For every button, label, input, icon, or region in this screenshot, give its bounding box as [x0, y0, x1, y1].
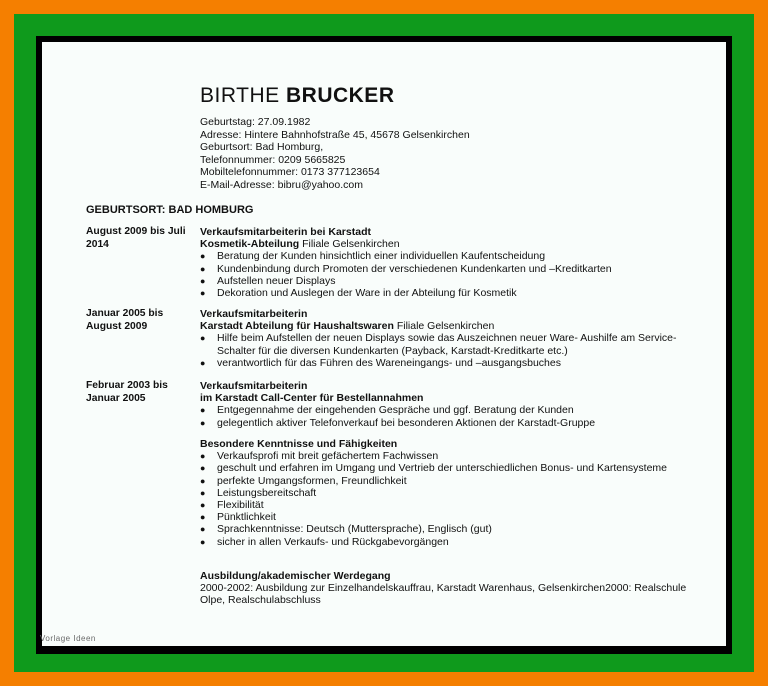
skills-list — [200, 450, 700, 548]
skills-heading: Besondere Kenntnisse und Fähigkeiten — [200, 438, 398, 450]
job-title: Verkaufsmitarbeiterin bei Karstadt — [200, 226, 371, 238]
last-name: BRUCKER — [285, 84, 395, 107]
job-details — [200, 380, 700, 429]
job-date: Februar 2003 bis Januar 2005 — [86, 380, 168, 404]
list-item: ● geschult und erfahren im Umgang und Vertrieb der unterschiedlichen Bonus- und Kartensysteme — [200, 462, 700, 474]
list-item: ● Entgegennahme der eingehenden Gespräche und ggf. Beratung der Kunden — [200, 404, 700, 416]
birthday-line: Geburtstag: 27.09.1982 — [200, 116, 311, 128]
email-line: E-Mail-Adresse: bibru@yahoo.com — [200, 178, 363, 191]
education-text: 2000-2002: Ausbildung zur Einzelhandelskauffrau, Karstadt Warenhaus, Gelsenkirchen2000: Realschule Olpe, Realschulabschluss — [200, 582, 687, 607]
first-name: BIRTHE — [200, 84, 280, 107]
job-details — [200, 226, 700, 299]
list-item: ● Flexibilität — [200, 499, 700, 511]
job-branch: Filiale Gelsenkirchen — [393, 320, 495, 333]
education-heading: Ausbildung/akademischer Werdegang — [200, 570, 391, 582]
watermark-text: Vorlage Ideen — [40, 634, 96, 643]
job-subtitle — [200, 238, 700, 250]
list-item: ● Aufstellen neuer Displays — [200, 275, 700, 287]
list-item: ● Kundenbindung durch Promoten der verschiedenen Kundenkarten und –Kreditkarten — [200, 263, 700, 275]
applicant-name — [200, 84, 394, 108]
list-item: ● Leistungsbereitschaft — [200, 487, 700, 499]
list-item: ● verantwortlich für das Führen des Wareneingangs- und –ausgangsbuches — [200, 357, 700, 369]
section-heading: GEBURTSORT: BAD HOMBURG — [86, 204, 254, 216]
job-tasks — [200, 250, 700, 299]
list-item: ● Sprachkenntnisse: Deutsch (Muttersprache), Englisch (gut) — [200, 523, 700, 535]
list-item: ● Dekoration und Auslegen der Ware in der Abteilung für Kosmetik — [200, 287, 700, 299]
phone-line: Telefonnummer: 0209 5665825 — [200, 153, 346, 166]
resume-page — [42, 42, 726, 646]
job-title: Verkaufsmitarbeiterin — [200, 308, 308, 320]
job-department: Karstadt Abteilung für Haushaltswaren — [200, 320, 394, 333]
birthplace-line: Geburtsort: Bad Homburg, — [200, 141, 324, 154]
job-date: Januar 2005 bis August 2009 — [86, 308, 164, 332]
skills-details — [200, 438, 700, 548]
list-item: ● gelegentlich aktiver Telefonverkauf bei besonderen Aktionen der Karstadt-Gruppe — [200, 417, 700, 429]
list-item: ● sicher in allen Verkaufs- und Rückgabevorgängen — [200, 536, 700, 548]
list-item: ● perfekte Umgangsformen, Freundlichkeit — [200, 475, 700, 487]
list-item: ● Hilfe beim Aufstellen der neuen Displays sowie das Auszeichnen neuer Ware- Aushilfe am Service-Schalter für die diversen Kundenkarten (Payback, Karstadt-Kreditkarte etc.) — [200, 332, 700, 356]
job-subtitle — [200, 392, 700, 404]
mobile-line: Mobiltelefonnummer: 0173 377123654 — [200, 166, 380, 179]
job-branch: Filiale Gelsenkirchen — [299, 238, 400, 251]
job-department: im Karstadt Call-Center für Bestellannahmen — [200, 392, 424, 405]
job-tasks — [200, 404, 700, 428]
list-item: ● Pünktlichkeit — [200, 511, 700, 523]
education-details — [200, 570, 700, 607]
job-date: August 2009 bis Juli 2014 — [86, 226, 186, 250]
list-item: ● Verkaufsprofi mit breit gefächertem Fachwissen — [200, 450, 700, 462]
job-details — [200, 308, 700, 369]
job-department: Kosmetik-Abteilung — [200, 238, 300, 251]
job-subtitle — [200, 320, 700, 332]
job-tasks — [200, 332, 700, 369]
address-line: Adresse: Hintere Bahnhofstraße 45, 45678 Gelsenkirchen — [200, 128, 470, 141]
job-title: Verkaufsmitarbeiterin — [200, 380, 308, 392]
contact-details — [200, 116, 470, 192]
list-item: ● Beratung der Kunden hinsichtlich einer individuellen Kaufentscheidung — [200, 250, 700, 262]
